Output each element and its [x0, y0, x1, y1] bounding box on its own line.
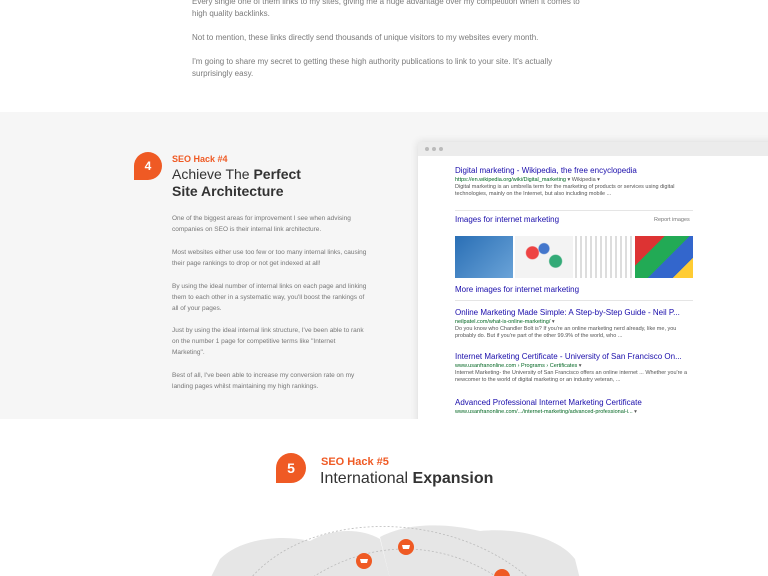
search-result: [455, 308, 695, 340]
hack-paragraph: Best of all, I've been able to increase my conversion rate on my landing pages whilst maintaining my high rankings.: [172, 372, 355, 390]
divider: [455, 210, 693, 211]
hack-paragraph: Most websites either use too few or too many internal links, causing their page rankings to drop or not get indexed at all!: [172, 249, 367, 267]
result-url: www.usanfranonline.com › Programs › Certificates ▾: [455, 363, 582, 369]
hack-number-badge: 4: [134, 152, 162, 180]
image-result-internet-marketing[interactable]: [455, 236, 513, 278]
result-title-link[interactable]: Digital marketing - Wikipedia, the free encyclopedia: [455, 166, 637, 175]
hack-label: SEO Hack #4: [172, 154, 228, 164]
cart-pin-icon: [398, 539, 414, 555]
hack-paragraph: By using the ideal number of internal links on each page and linking them to each other in a systematic way, you'll boost the rankings of all of your pages.: [172, 283, 367, 312]
hack-number-badge: 5: [276, 453, 306, 483]
hack-title-bold: Expansion: [412, 470, 494, 487]
hack-title-bold: Perfect: [253, 166, 301, 182]
divider: [455, 300, 693, 301]
hack-paragraph: One of the biggest areas for improvement I see when advising companies on SEO is their internal link architecture.: [172, 215, 351, 233]
intro-paragraph-2: Not to mention, these links directly send thousands of unique visitors to my websites every month.: [192, 33, 539, 42]
result-url: www.usanfranonline.com/.../internet-marketing/advanced-professional-i... ▾: [455, 409, 637, 415]
hack-title: [172, 166, 301, 200]
hack-title-light: Achieve The: [172, 166, 254, 182]
intro-paragraph-3: I'm going to share my secret to getting these high authority publications to link to your site. It's actually surprisingly easy.: [192, 57, 553, 78]
image-result-signs[interactable]: [635, 236, 693, 278]
image-result-word-cloud[interactable]: [575, 236, 633, 278]
images-heading-link[interactable]: Images for internet marketing: [455, 215, 560, 224]
result-snippet: Do you know who Chandler Bolt is? If you're an online marketing nerd already, like me, you probably do. But if you're part of the other 99.9% of the world, who ...: [455, 326, 677, 339]
hack-paragraph: Just by using the ideal internal link structure, I've been able to rank on the number 1 page for competitive terms like "Internet Marketing".: [172, 327, 364, 356]
result-url: https://en.wikipedia.org/wiki/Digital_marketing ▾ Wikipedia ▾: [455, 177, 600, 183]
hack-title-line2: Site Architecture: [172, 183, 284, 199]
seo-hack-4-section: [0, 112, 768, 419]
report-images-link[interactable]: Report images: [654, 217, 690, 223]
hack-title: [320, 469, 493, 489]
seo-hack-5-section: [0, 419, 768, 576]
image-results-strip[interactable]: [455, 236, 693, 278]
result-snippet: Internet Marketing- the University of San Francisco offers an online internet ... Whether you're a newcomer to the world of digital marketing or an industry veteran, ...: [455, 370, 688, 383]
cart-pin-icon: [356, 553, 372, 569]
result-snippet: Digital marketing is an umbrella term for the marketing of products or services using digital technologies, mainly on the Internet, but also including mobile ...: [455, 184, 675, 197]
intro-paragraph-1: Every single one of them links to my sites, giving me a huge advantage over my competition when it comes to high quality backlinks.: [192, 0, 580, 18]
search-result: [455, 352, 695, 384]
result-title-link[interactable]: Internet Marketing Certificate - University of San Francisco On...: [455, 352, 682, 361]
world-map-illustration: [190, 519, 590, 576]
window-dot-icon: [425, 147, 429, 151]
search-result: [455, 166, 695, 198]
browser-toolbar: [418, 142, 768, 156]
hack-label: SEO Hack #5: [321, 456, 389, 468]
result-title-link[interactable]: Advanced Professional Internet Marketing Certificate: [455, 398, 642, 407]
image-result-icons[interactable]: [515, 236, 573, 278]
search-result: [455, 398, 642, 416]
result-url: neilpatel.com/what-is-online-marketing/ ▾: [455, 319, 555, 325]
result-title-link[interactable]: Online Marketing Made Simple: A Step-by-Step Guide - Neil P...: [455, 308, 680, 317]
hack-title-light: International: [320, 470, 413, 487]
intro-section: [0, 0, 768, 112]
window-dot-icon: [432, 147, 436, 151]
window-dot-icon: [439, 147, 443, 151]
more-images-link[interactable]: More images for internet marketing: [455, 285, 580, 294]
browser-window: [418, 142, 768, 419]
